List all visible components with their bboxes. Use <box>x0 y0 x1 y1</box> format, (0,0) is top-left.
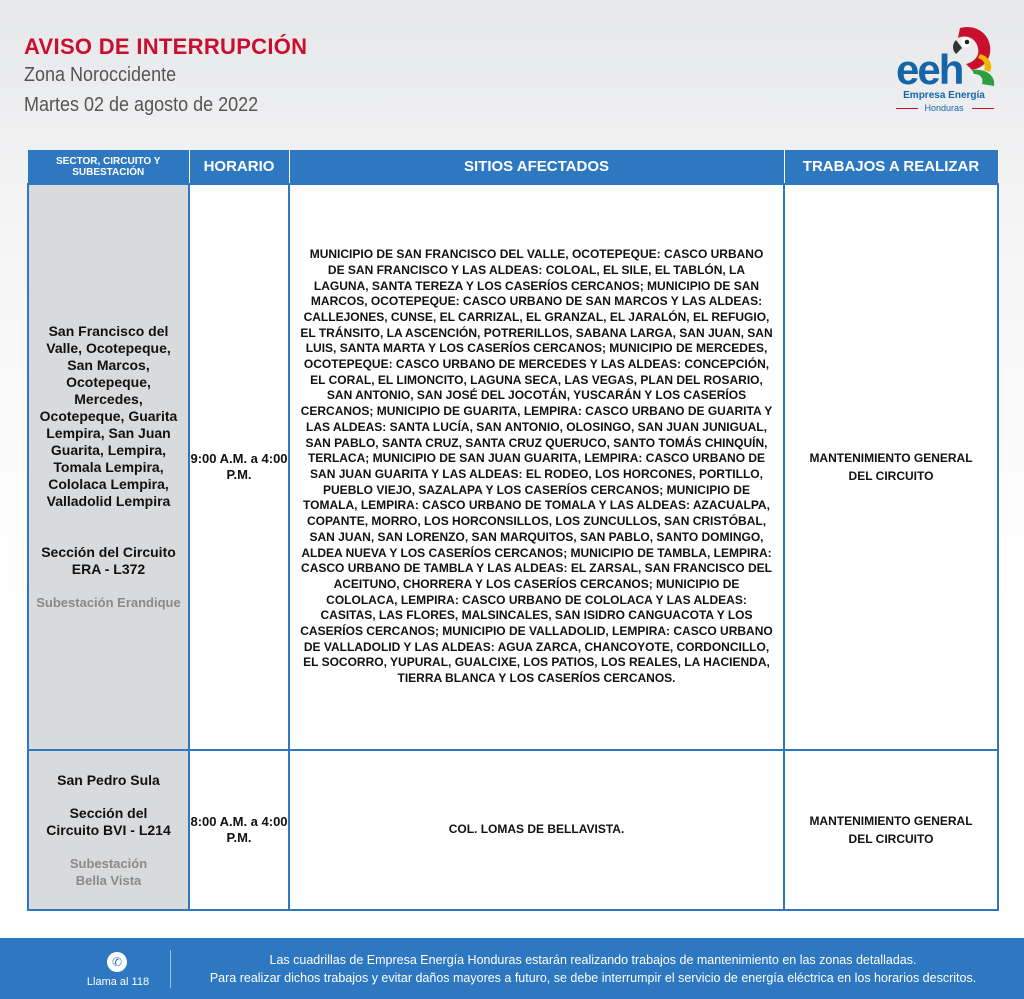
sites-cell: COL. LOMAS DE BELLAVISTA. <box>289 750 784 910</box>
logo-country: Honduras <box>924 103 964 113</box>
zone-label: Zona Noroccidente <box>24 64 177 86</box>
footer-message <box>178 951 1008 987</box>
substation-name: Subestación Erandique <box>36 595 181 610</box>
table-row <box>28 750 998 910</box>
company-logo <box>890 24 1002 116</box>
table-header-row <box>28 150 998 184</box>
footer-line-2: Para realizar dichos trabajos y evitar daños mayores a futuro, se debe interrumpir el servicio de energía eléctrica en los horarios descritos. <box>209 971 977 985</box>
logo-company-name: Empresa Energía <box>903 90 985 101</box>
sector-name: San Pedro Sula <box>57 771 160 788</box>
sector-cell <box>28 184 189 750</box>
logo-divider-right <box>972 108 994 109</box>
circuit-section: Sección del Circuito ERA - L372 <box>41 544 176 577</box>
notice-title: AVISO DE INTERRUPCIÓN <box>24 34 308 59</box>
table-row <box>28 184 998 750</box>
footer-line-1: Las cuadrillas de Empresa Energía Honduras estarán realizando trabajos de mantenimiento en las zonas detalladas. <box>269 953 917 967</box>
header-hours: HORARIO <box>189 150 289 184</box>
logo-mark: eeh <box>896 46 963 93</box>
sites-cell: MUNICIPIO DE SAN FRANCISCO DEL VALLE, OCOTEPEQUE: CASCO URBANO DE SAN FRANCISCO Y LAS ALDEAS: COLOAL, EL SILE, EL TABLÓN, LA LAGUNA, SANTA TEREZA Y LOS CASERÍOS CERCANOS; MUNICIPIO DE SAN MARCOS, OCOTEPEQUE: CASCO URBANO DE SAN MARCOS Y LAS ALDEAS: CALLEJONES, CUNSE, EL CARRIZAL, EL GRANZAL, EL JARALÓN, EL REFUGIO, EL TRÁNSITO, LA ASCENCIÓN, POTRERILLOS, SABANA LARGA, SAN JUAN, SAN LUIS, SANTA MARTA Y LOS CASERÍOS CERCANOS; MUNICIPIO DE MERCEDES, OCOTEPEQUE: CASCO URBANO DE MERCEDES Y LAS ALDEAS: CONCEPCIÓN, EL CORAL, EL LIMONCITO, LAGUNA SECA, LAS VEGAS, PLAN DEL ROSARIO, SAN ANTONIO, SAN JOSÉ DEL JOCOTÁN, YUSCARÁN Y LOS CASERÍOS CERCANOS; MUNICIPIO DE GUARITA, LEMPIRA: CASCO URBANO DE GUARITA Y LAS ALDEAS: SANTA LUCÍA, SAN ANTONIO, OLOSINGO, SAN JUAN JUNIGUAL, SAN PABLO, SANTA CRUZ, SANTA CRUZ QUERUCO, SANTO TOMÁS CHINQUÍN, TERLACA; MUNICIPIO DE SAN JUAN GUARITA, LEMPIRA: CASCO URBANO DE SAN JUAN GUARITA Y LAS ALDEAS: EL RODEO, LOS HORCONES, PORTILLO, PUEBLO VIEJO, SAZALAPA Y LOS CASERÍOS CERCANOS; MUNICIPIO DE TOMALA, LEMPIRA: CASCO URBANO DE TOMALA Y LAS ALDEAS: AZACUALPA, COPANTE, MORRO, LOS HORCONSILLOS, LOS ZUNCULLOS, SAN CRISTÓBAL, SAN JUAN, SAN LORENZO, SAN MARQUITOS, SAN PABLO, SANTO DOMINGO, ALDEA NUEVA Y LOS CASERÍOS CERCANOS; MUNICIPIO DE TAMBLA, LEMPIRA: CASCO URBANO DE TAMBLA Y LAS ALDEAS: EL ZARSAL, SAN FRANCISCO DEL ACEITUNO, CHORRERA Y LOS CASERÍOS CERCANOS; MUNICIPIO DE COLOLACA, LEMPIRA: CASCO URBANO DE COLOLACA Y LAS ALDEAS: CASITAS, LAS FLORES, MALSINCALES, SAN ISIDRO CANGUACOTA Y LOS CASERÍOS CERCANOS; MUNICIPIO DE VALLADOLID, LEMPIRA: CASCO URBANO DE VALLADOLID Y LAS ALDEAS: AGUA ZARCA, CHANCOYOTE, CORDONCILLO, EL SOCORRO, YUPURAL, GUALCIXE, LOS PATIOS, LOS REALES, LA HACIENDA, TIERRA BLANCA Y LOS CASERÍOS CERCANOS. <box>289 184 784 750</box>
sector-cell <box>28 750 189 910</box>
phone-icon[interactable]: ✆ <box>107 952 127 972</box>
footer-bar <box>0 938 1024 999</box>
work-cell: MANTENIMIENTO GENERAL DEL CIRCUITO <box>784 184 998 750</box>
header-sites: SITIOS AFECTADOS <box>289 150 784 184</box>
hours-cell: 8:00 A.M. a 4:00 P.M. <box>189 750 289 910</box>
footer-divider <box>170 950 171 988</box>
circuit-section: Sección del Circuito BVI - L214 <box>46 804 171 838</box>
substation-name: Subestación Bella Vista <box>69 855 148 888</box>
sector-name: San Francisco del Valle, Ocotepeque, San Marcos, Ocotepeque, Mercedes, Ocotepeque, Guarita Lempira, San Juan Guarita, Lempira, Tomala Lempira, Cololaca Lempira, Valladolid Lempira <box>39 323 178 509</box>
notice-date: Martes 02 de agosto de 2022 <box>24 94 259 116</box>
header-sector: SECTOR, CIRCUITO Y SUBESTACIÓN <box>28 150 189 184</box>
work-cell: MANTENIMIENTO GENERAL DEL CIRCUITO <box>784 750 998 910</box>
hours-cell: 9:00 A.M. a 4:00 P.M. <box>189 184 289 750</box>
phone-label[interactable]: Llama al 118 <box>86 976 150 988</box>
interruption-table <box>27 150 999 911</box>
header-work: TRABAJOS A REALIZAR <box>784 150 998 184</box>
